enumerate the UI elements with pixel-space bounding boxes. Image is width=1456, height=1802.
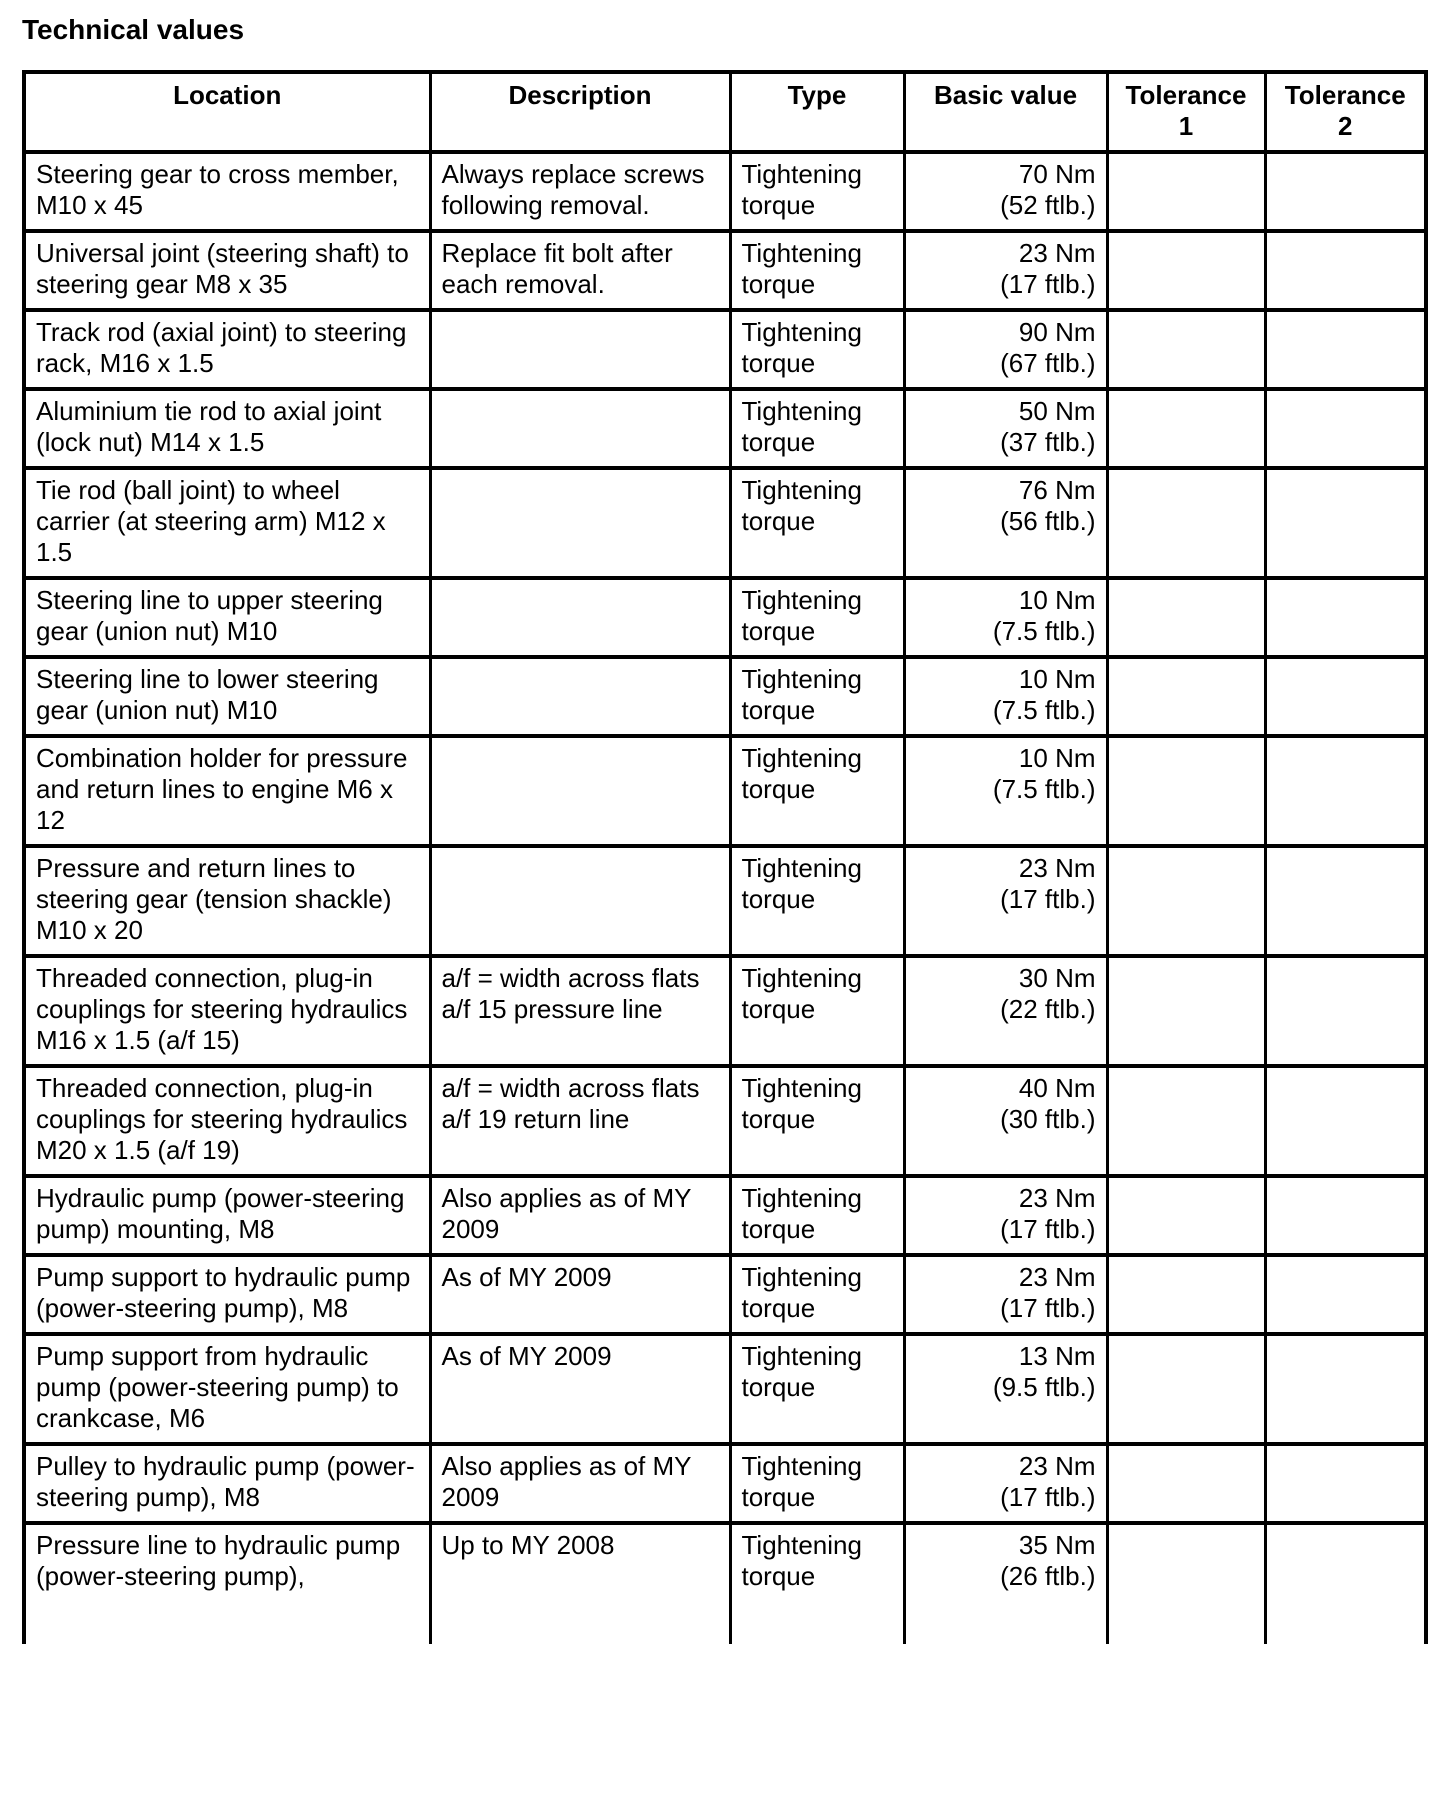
table-row [24,1176,1426,1255]
tolerance-2-cell [1265,231,1426,310]
basic-value-metric: 23 Nm [1018,853,1096,883]
tolerance-1-cell [1107,310,1265,389]
basic-value-metric: 10 Nm [1018,585,1096,615]
basic-value-cell [904,1523,1107,1644]
basic-value-imperial: (17 ftlb.) [1000,1293,1096,1323]
type-cell: Tightening torque [730,846,904,956]
type-cell: Tightening torque [730,468,904,578]
basic-value-metric: 35 Nm [1018,1530,1096,1560]
description-cell: Also applies as of MY 2009 [430,1444,730,1523]
basic-value-metric: 23 Nm [1018,1451,1096,1481]
table-row [24,152,1426,231]
description-cell [430,736,730,846]
basic-value-metric: 30 Nm [1018,963,1096,993]
basic-value-imperial: (37 ftlb.) [1000,427,1096,457]
basic-value-imperial: (7.5 ftlb.) [992,774,1096,804]
tolerance-2-cell [1265,846,1426,956]
type-cell: Tightening torque [730,1176,904,1255]
tolerance-1-cell [1107,1444,1265,1523]
tolerance-1-cell [1107,1334,1265,1444]
basic-value-metric: 23 Nm [1018,1183,1096,1213]
location-cell: Threaded connection, plug-in couplings for steering hydraulics M20 x 1.5 (a/f 19) [24,1066,430,1176]
basic-value-cell [904,1444,1107,1523]
description-cell [430,846,730,956]
basic-value-metric: 10 Nm [1018,743,1096,773]
basic-value-cell [904,231,1107,310]
basic-value-metric: 50 Nm [1018,396,1096,426]
basic-value-metric: 40 Nm [1018,1073,1096,1103]
description-cell [430,389,730,468]
basic-value-metric: 23 Nm [1018,1262,1096,1292]
tolerance-2-cell [1265,1334,1426,1444]
tolerance-2-cell [1265,1255,1426,1334]
page-title: Technical values [22,14,245,45]
table-row [24,846,1426,956]
description-cell [430,657,730,736]
tolerance-2-cell [1265,956,1426,1066]
tolerance-1-cell [1107,468,1265,578]
basic-value-imperial: (52 ftlb.) [1000,190,1096,220]
tolerance-1-cell [1107,1255,1265,1334]
location-cell: Pulley to hydraulic pump (power-steering pump), M8 [24,1444,430,1523]
tolerance-1-cell [1107,152,1265,231]
table-row [24,1255,1426,1334]
table-row [24,1066,1426,1176]
basic-value-cell [904,152,1107,231]
header-description: Description [430,72,730,152]
location-cell: Steering line to upper steering gear (union nut) M10 [24,578,430,657]
tolerance-2-cell [1265,1523,1426,1644]
tolerance-2-cell [1265,1176,1426,1255]
header-basic-value: Basic value [904,72,1107,152]
table-row [24,389,1426,468]
location-cell: Hydraulic pump (power-steering pump) mounting, M8 [24,1176,430,1255]
location-cell: Aluminium tie rod to axial joint (lock nut) M14 x 1.5 [24,389,430,468]
table-row [24,1444,1426,1523]
basic-value-imperial: (67 ftlb.) [1000,348,1096,378]
basic-value-cell [904,956,1107,1066]
location-cell: Combination holder for pressure and return lines to engine M6 x 12 [24,736,430,846]
table-row [24,657,1426,736]
location-cell: Steering gear to cross member, M10 x 45 [24,152,430,231]
tolerance-1-cell [1107,846,1265,956]
location-cell: Tie rod (ball joint) to wheel carrier (at steering arm) M12 x 1.5 [24,468,430,578]
basic-value-imperial: (17 ftlb.) [1000,884,1096,914]
type-cell: Tightening torque [730,736,904,846]
tolerance-1-cell [1107,1066,1265,1176]
basic-value-imperial: (7.5 ftlb.) [992,695,1096,725]
description-cell: Replace fit bolt after each removal. [430,231,730,310]
basic-value-imperial: (30 ftlb.) [1000,1104,1096,1134]
basic-value-cell [904,389,1107,468]
basic-value-cell [904,1334,1107,1444]
type-cell: Tightening torque [730,1255,904,1334]
basic-value-metric: 70 Nm [1018,159,1096,189]
technical-values-table [22,70,1428,1644]
location-cell: Pressure and return lines to steering gear (tension shackle) M10 x 20 [24,846,430,956]
header-type: Type [730,72,904,152]
tolerance-2-cell [1265,468,1426,578]
basic-value-imperial: (17 ftlb.) [1000,269,1096,299]
basic-value-metric: 76 Nm [1018,475,1096,505]
basic-value-cell [904,578,1107,657]
location-cell: Universal joint (steering shaft) to steering gear M8 x 35 [24,231,430,310]
tolerance-2-cell [1265,310,1426,389]
type-cell: Tightening torque [730,152,904,231]
location-cell: Pump support to hydraulic pump (power-steering pump), M8 [24,1255,430,1334]
type-cell: Tightening torque [730,1444,904,1523]
location-cell: Track rod (axial joint) to steering rack, M16 x 1.5 [24,310,430,389]
description-cell: Also applies as of MY 2009 [430,1176,730,1255]
tolerance-1-cell [1107,657,1265,736]
basic-value-cell [904,1176,1107,1255]
table-row [24,956,1426,1066]
basic-value-cell [904,310,1107,389]
basic-value-cell [904,1066,1107,1176]
tolerance-1-cell [1107,231,1265,310]
basic-value-cell [904,1255,1107,1334]
description-cell: Up to MY 2008 [430,1523,730,1644]
table-row [24,468,1426,578]
type-cell: Tightening torque [730,231,904,310]
tolerance-2-cell [1265,1444,1426,1523]
type-cell: Tightening torque [730,657,904,736]
header-tolerance-2: Tolerance 2 [1265,72,1426,152]
basic-value-imperial: (7.5 ftlb.) [992,616,1096,646]
tolerance-2-cell [1265,578,1426,657]
tolerance-1-cell [1107,1176,1265,1255]
tolerance-2-cell [1265,736,1426,846]
tolerance-1-cell [1107,578,1265,657]
basic-value-imperial: (17 ftlb.) [1000,1214,1096,1244]
header-tolerance-1: Tolerance 1 [1107,72,1265,152]
description-cell: As of MY 2009 [430,1334,730,1444]
type-cell: Tightening torque [730,1523,904,1644]
table-row [24,1523,1426,1644]
tolerance-1-cell [1107,1523,1265,1644]
description-cell [430,578,730,657]
location-cell: Threaded connection, plug-in couplings for steering hydraulics M16 x 1.5 (a/f 15) [24,956,430,1066]
tolerance-2-cell [1265,389,1426,468]
table-row [24,231,1426,310]
type-cell: Tightening torque [730,578,904,657]
description-cell: a/f = width across flats a/f 19 return line [430,1066,730,1176]
basic-value-metric: 90 Nm [1018,317,1096,347]
tolerance-1-cell [1107,736,1265,846]
tolerance-2-cell [1265,657,1426,736]
header-location: Location [24,72,430,152]
description-cell: As of MY 2009 [430,1255,730,1334]
description-cell: Always replace screws following removal. [430,152,730,231]
type-cell: Tightening torque [730,310,904,389]
basic-value-imperial: (17 ftlb.) [1000,1482,1096,1512]
tolerance-2-cell [1265,152,1426,231]
table-row [24,578,1426,657]
basic-value-cell [904,736,1107,846]
type-cell: Tightening torque [730,956,904,1066]
tolerance-1-cell [1107,389,1265,468]
basic-value-cell [904,657,1107,736]
type-cell: Tightening torque [730,1334,904,1444]
description-cell [430,468,730,578]
basic-value-cell [904,846,1107,956]
basic-value-cell [904,468,1107,578]
basic-value-metric: 13 Nm [1018,1341,1096,1371]
basic-value-metric: 23 Nm [1018,238,1096,268]
table-row [24,736,1426,846]
basic-value-imperial: (9.5 ftlb.) [992,1372,1096,1402]
location-cell: Steering line to lower steering gear (union nut) M10 [24,657,430,736]
location-cell: Pressure line to hydraulic pump (power-steering pump), [24,1523,430,1644]
basic-value-metric: 10 Nm [1018,664,1096,694]
table-header-row [24,72,1426,152]
table-row [24,1334,1426,1444]
table-row [24,310,1426,389]
type-cell: Tightening torque [730,389,904,468]
description-cell [430,310,730,389]
description-cell: a/f = width across flats a/f 15 pressure line [430,956,730,1066]
basic-value-imperial: (26 ftlb.) [1000,1561,1096,1591]
location-cell: Pump support from hydraulic pump (power-steering pump) to crankcase, M6 [24,1334,430,1444]
basic-value-imperial: (22 ftlb.) [1000,994,1096,1024]
tolerance-1-cell [1107,956,1265,1066]
basic-value-imperial: (56 ftlb.) [1000,506,1096,536]
type-cell: Tightening torque [730,1066,904,1176]
tolerance-2-cell [1265,1066,1426,1176]
